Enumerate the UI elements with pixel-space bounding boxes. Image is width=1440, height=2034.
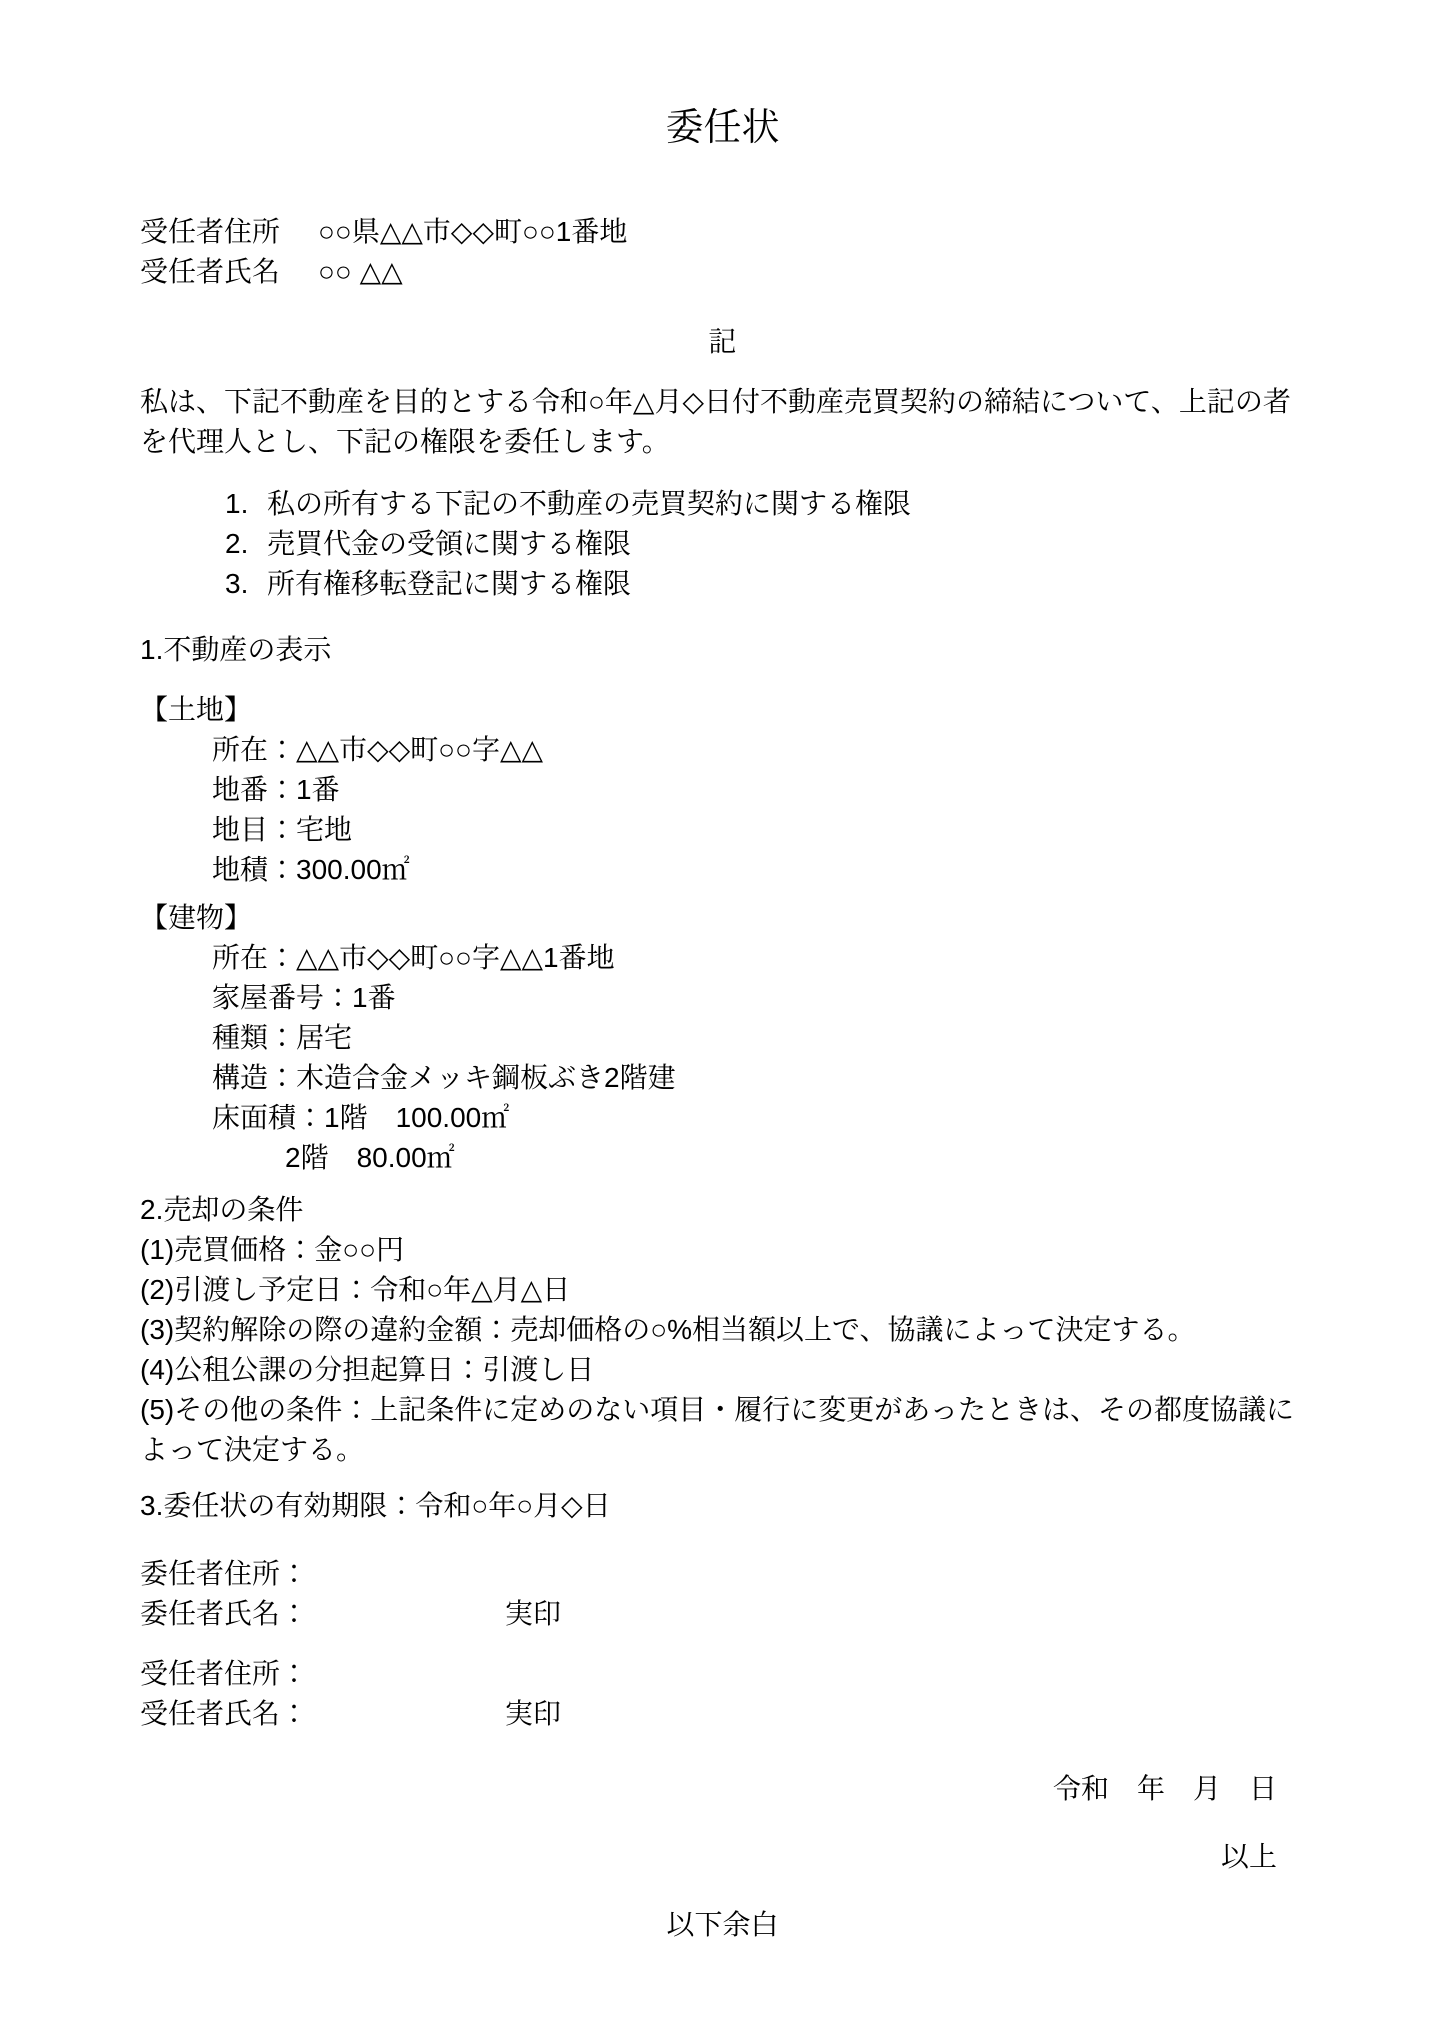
agent-address-row [140, 212, 1305, 252]
principal-name-row [140, 1594, 1305, 1634]
power-text: 私の所有する下記の不動産の売買契約に関する権限 [267, 488, 912, 519]
land-area: 地積：300.00㎡ [212, 854, 410, 885]
principal-signature-block [140, 1554, 1305, 1634]
condition-penalty: (3)契約解除の際の違約金額：売却価格の○%相当額以上で、協議によって決定する。 [140, 1314, 1196, 1345]
condition-taxes: (4)公租公課の分担起算日：引渡し日 [140, 1354, 595, 1385]
building-floor-area-2f: 2階 80.00㎡ [285, 1142, 455, 1173]
land-location: 所在：△△市◇◇町○○字△△ [212, 734, 544, 765]
building-floor-area-1f: 床面積：1階 100.00㎡ [212, 1102, 510, 1133]
agent-name-sig-row [140, 1694, 1305, 1734]
condition-other: (5)その他の条件：上記条件に定めのない項目・履行に変更があったときは、その都度協議によって決定する。 [140, 1394, 1294, 1465]
land-category: 地目：宅地 [212, 814, 353, 845]
building-location: 所在：△△市◇◇町○○字△△1番地 [212, 942, 615, 973]
margin-note: 以下余白 [666, 1909, 779, 1940]
section-heading-property: 1.不動産の表示 [140, 634, 332, 665]
agent-name-label: 受任者氏名 [140, 256, 281, 287]
principal-seal-label: 実印 [505, 1598, 562, 1629]
land-lot-number: 地番：1番 [212, 774, 340, 805]
agent-signature-block [140, 1654, 1305, 1734]
agent-address-value: ○○県△△市◇◇町○○1番地 [318, 216, 628, 247]
principal-address-row [140, 1554, 1305, 1594]
agent-name-sig-label: 受任者氏名： [140, 1698, 309, 1729]
power-text: 売買代金の受領に関する権限 [267, 528, 632, 559]
document-title: 委任状 [665, 107, 780, 149]
agent-name-value: ○○ △△ [318, 256, 403, 287]
principal-name-label: 委任者氏名： [140, 1598, 309, 1629]
agent-seal-label: 実印 [505, 1698, 562, 1729]
agent-address-sig-row [140, 1654, 1305, 1694]
building-house-number: 家屋番号：1番 [212, 982, 396, 1013]
closing-statement: 以上 [1220, 1841, 1277, 1872]
powers-list [140, 484, 1305, 604]
agent-address-sig-label: 受任者住所： [140, 1658, 309, 1689]
preamble-paragraph: 私は、下記不動産を目的とする令和○年△月◇日付不動産売買契約の締結について、上記の者を代理人とし、下記の権限を委任します。 [140, 386, 1291, 457]
record-marker: 記 [708, 326, 737, 357]
power-item [140, 524, 1305, 564]
section-heading-validity: 3.委任状の有効期限：令和○年○月◇日 [140, 1490, 611, 1521]
section-heading-conditions: 2.売却の条件 [140, 1194, 304, 1225]
power-item [140, 564, 1305, 604]
principal-address-label: 委任者住所： [140, 1558, 309, 1589]
power-number: 2. [225, 528, 249, 559]
condition-price: (1)売買価格：金○○円 [140, 1234, 405, 1265]
power-number: 3. [225, 568, 249, 599]
agent-address-label: 受任者住所 [140, 216, 281, 247]
power-number: 1. [225, 488, 249, 519]
power-item [140, 484, 1305, 524]
power-text: 所有権移転登記に関する権限 [267, 568, 632, 599]
condition-handover-date: (2)引渡し予定日：令和○年△月△日 [140, 1274, 571, 1305]
building-type: 種類：居宅 [212, 1022, 353, 1053]
building-heading: 【建物】 [140, 902, 253, 933]
date-line: 令和 年 月 日 [1052, 1773, 1277, 1804]
building-structure: 構造：木造合金メッキ鋼板ぶき2階建 [212, 1062, 676, 1093]
land-heading: 【土地】 [140, 694, 253, 725]
agent-name-row [140, 252, 1305, 292]
